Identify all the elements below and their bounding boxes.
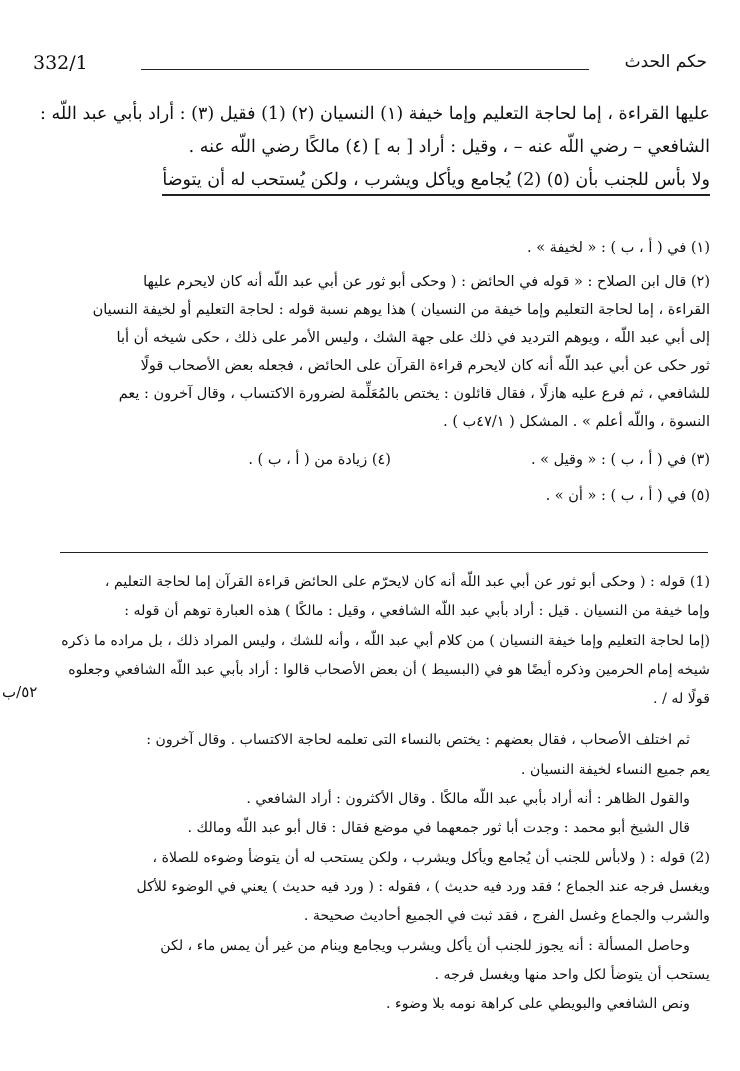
main-line: عليها القراءة ، إما لحاجة التعليم وإما خيفة (١) النسيان (٢) (1) فقيل (٣) : أراد بأبي عبد اللّه : xyxy=(40,104,710,124)
commentary-line: يستحب أن يتوضأ لكل واحد منها ويغسل فرجه . xyxy=(434,966,710,983)
page-header xyxy=(33,52,707,82)
commentary-line: (1) قوله : ( وحكى أبو ثور عن أبي عبد اللّه أنه كان لايحرّم على الحائض قراءة القرآن إما لحاجة التعليم ، xyxy=(104,574,710,590)
commentary-line: (2) قوله : ( ولابأس للجنب أن يُجامع ويأكل ويشرب ، ولكن يستحب له أن يتوضأ وضوءه للصلاة ، xyxy=(152,849,710,866)
commentary-line: والقول الظاهر : أنه أراد بأبي عبد اللّه مالكًا . وقال الأكثرون : أراد الشافعي . xyxy=(246,791,690,808)
footnote-1: (١) في ( أ ، ب ) : « لخيفة » . xyxy=(526,240,710,256)
chapter-title: حكم الحدث xyxy=(624,52,707,72)
footnote-2-line: (٢) قال ابن الصلاح : « قوله في الحائض : ( وحكى أبو ثور عن أبي عبد اللّه أنه كان لايحرم عليها xyxy=(143,274,710,290)
header-rule xyxy=(141,69,589,70)
footnote-row xyxy=(30,446,710,474)
commentary xyxy=(28,568,710,1019)
underlined-line: ولا بأس للجنب بأن (٥) (2) يُجامع ويأكل ويشرب ، ولكن يُستحب له أن يتوضأ xyxy=(162,170,710,196)
commentary-line: وحاصل المسألة : أنه يجوز للجنب أن يأكل ويشرب ويجامع وينام من غير أن يمس ماء ، لكن xyxy=(160,937,690,954)
footnote-2-line: إلى أبي عبد اللّه ، ويوهم الترديد في ذلك على جهة الشك ، وليس الأمر على ذلك ، حكى شيخه أن أبا xyxy=(116,330,710,346)
footnote-4: (٤) زيادة من ( أ ، ب ) . xyxy=(248,452,391,468)
margin-folio-ref: ٥٢/ب xyxy=(2,683,38,701)
footnote-5: (٥) في ( أ ، ب ) : « أن » . xyxy=(545,488,710,504)
commentary-line: ونص الشافعي والبويطي على كراهة نومه بلا وضوء . xyxy=(386,996,690,1013)
page-number: 332/1 xyxy=(33,52,88,74)
footnote-3: (٣) في ( أ ، ب ) : « وقيل » . xyxy=(530,452,710,468)
commentary-line: شيخه إمام الحرمين وذكره أيضًا هو في (البسيط ) أن بعض الأصحاب قالوا : أراد بأبي عبد اللّه الشافعي وجعلوه xyxy=(68,661,710,678)
commentary-line: قولًا له / . xyxy=(653,691,710,708)
section-divider xyxy=(60,552,708,553)
commentary-line: ثم اختلف الأصحاب ، فقال بعضهم : يختص بالنساء التى تعلمه لحاجة الاكتساب . وقال آخرون : xyxy=(146,732,690,749)
footnote-2-line: القراءة ، إما لحاجة التعليم وإما خيفة من النسيان ) هذا يوهم نسبة قوله : لحاجة التعليم أو لخيفة النسيان xyxy=(92,302,710,318)
tahqiq-footnotes xyxy=(30,234,710,510)
footnote-2-line: ثور حكى عن أبي عبد اللّه أنه كان لايحرم قراءة القرآن على الحائض ، فجعله بعض الأصحاب قولًا xyxy=(140,358,710,374)
commentary-line: ويغسل فرجه عند الجماع ؛ فقد ورد فيه حديث ) ، فقوله : ( ورد فيه حديث ) يعني في الوضوء للأكل xyxy=(136,878,710,895)
commentary-line: وإما خيفة من النسيان . قيل : أراد بأبي عبد اللّه الشافعي ، وقيل : مالكًا ) هذه العبارة توهم أن قوله : xyxy=(124,603,710,620)
main-line: الشافعي – رضي اللّه عنه – ، وقيل : أراد [ به ] (٤) مالكًا رضي اللّه عنه . xyxy=(188,137,710,157)
commentary-line: يعم جميع النساء لخيفة النسيان . xyxy=(520,761,710,778)
footnote-2-line: النسوة ، واللّه أعلم » . المشكل ( ٤٧/١ب ) . xyxy=(443,414,710,430)
main-text xyxy=(30,98,710,197)
footnote-2-line: للشافعي ، ثم فرع عليه هازلًا ، فقال قائلون : يختص بالمُعَلِّمة لضرورة الاكتساب ، وقال آخرون : يعم xyxy=(118,386,710,402)
commentary-line: (إما لحاجة التعليم وإما خيفة النسيان ) من كلام أبي عبد اللّه ، وأنه للشك ، وليس المراد ذلك ، بل مراده ما ذكره xyxy=(61,632,710,649)
main-line xyxy=(30,164,710,197)
commentary-line: والشرب والجماع وغسل الفرج ، فقد ثبت في الجميع أحاديث صحيحة . xyxy=(303,908,710,925)
commentary-line: قال الشيخ أبو محمد : وجدت أبا ثور جمعهما في موضع فقال : قال أبو عبد اللّه ومالك . xyxy=(187,820,690,837)
